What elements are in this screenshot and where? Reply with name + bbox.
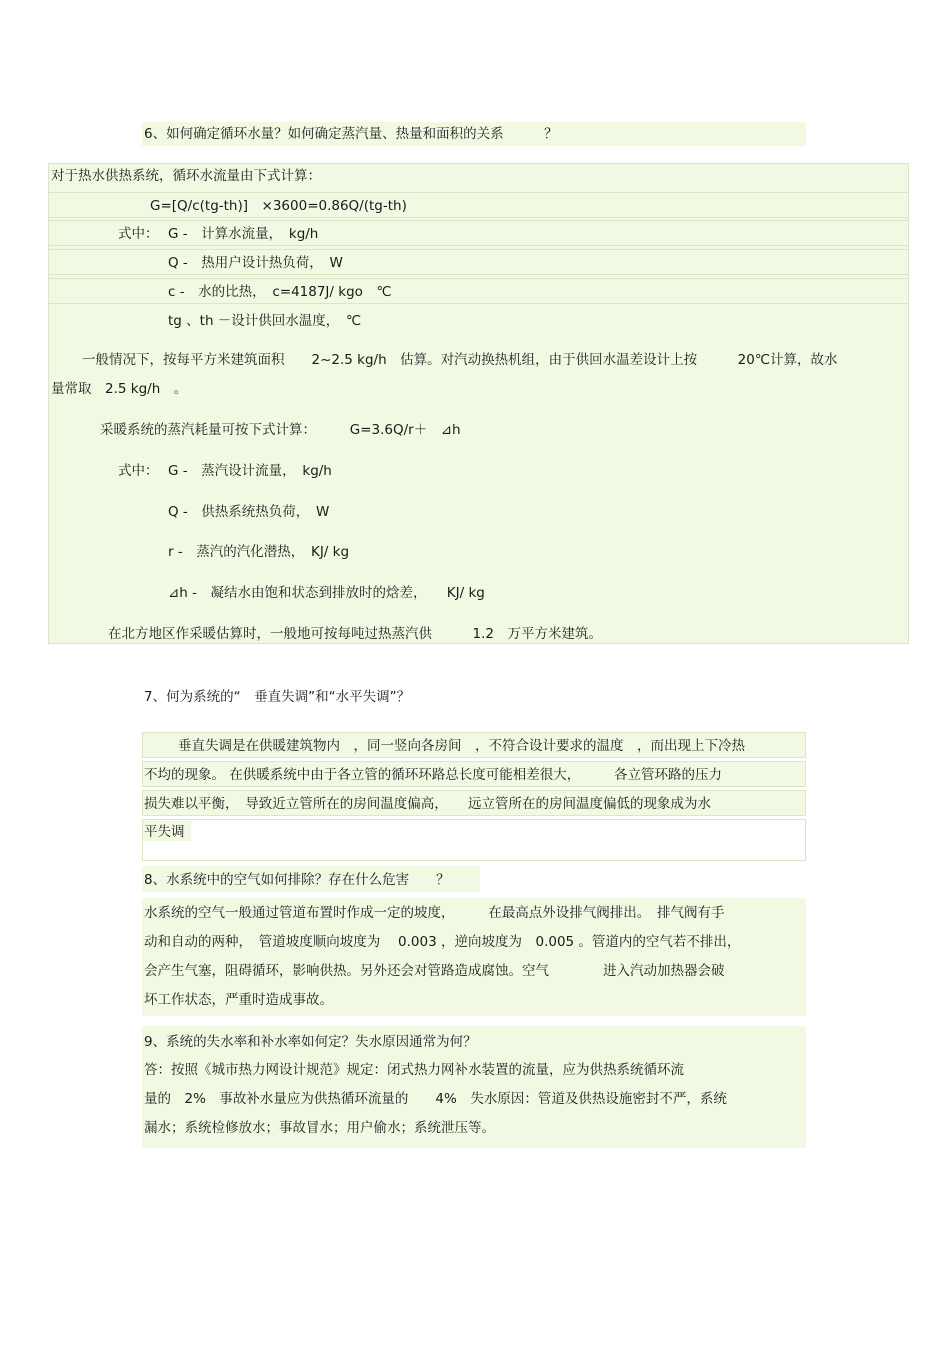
q7-line2: 不均的现象。 在供暖系统中由于各立管的循环环路总长度可能相差很大， 各立管环路的压力 — [144, 767, 723, 783]
q6-steam-def-r: r - 蒸汽的汽化潜热， KJ/ kg — [168, 544, 350, 560]
q9-line2: 量的 2% 事故补水量应为供热循环流量的 4% 失水原因：管道及供热设施密封不严，系统 — [144, 1091, 727, 1107]
q6-general-line2: 量常取 2.5 kg/h 。 — [51, 381, 188, 397]
q6-formula: G=[Q/c(tg-th)] ×3600=0.86Q/(tg-th) — [150, 198, 407, 214]
q6-steam-def-g: G - 蒸汽设计流量， kg/h — [168, 463, 332, 479]
q6-steam-def-q: Q - 供热系统热负荷， W — [168, 504, 330, 520]
q6-where-label: 式中： — [118, 226, 159, 242]
q6-def-t: tg 、th －设计供回水温度， ℃ — [168, 313, 362, 329]
q6-def-c: c - 水的比热， c=4187J/ kgo ℃ — [168, 284, 392, 300]
q8-line4: 坏工作状态，严重时造成事故。 — [144, 992, 333, 1008]
q6-def-q: Q - 热用户设计热负荷， W — [168, 255, 343, 271]
q9-line1: 答：按照《城市热力网设计规范》规定：闭式热力网补水装置的流量，应为供热系统循环流 — [144, 1062, 684, 1078]
q7-title: 7、何为系统的“ 垂直失调”和“水平失调”？ — [144, 689, 411, 705]
q7-line1: 垂直失调是在供暖建筑物内 ，同一竖向各房间 ，不符合设计要求的温度 ，而出现上下冷热 — [178, 738, 745, 754]
q7-line4-box — [142, 819, 806, 861]
q6-steam-def-h: ⊿h - 凝结水由饱和状态到排放时的焓差， KJ/ kg — [168, 585, 485, 601]
q8-line1: 水系统的空气一般通过管道布置时作成一定的坡度， 在最高点外设排气阀排出。 排气阀有手 — [144, 905, 725, 921]
q6-north: 在北方地区作采暖估算时，一般地可按每吨过热蒸汽供 1.2 万平方米建筑。 — [108, 626, 602, 642]
q7-line4: 平失调 — [144, 824, 185, 840]
q8-line3: 会产生气塞，阻碍循环，影响供热。另外还会对管路造成腐蚀。空气 进入汽动加热器会破 — [144, 963, 725, 979]
q6-def-g: G - 计算水流量， kg/h — [168, 226, 319, 242]
q6-steam-formula: 采暖系统的蒸汽耗量可按下式计算： G=3.6Q/r＋ ⊿h — [100, 422, 461, 438]
q7-line3: 损失难以平衡， 导致近立管所在的房间温度偏高， 远立管所在的房间温度偏低的现象成为水 — [144, 796, 711, 812]
q8-line2: 动和自动的两种， 管道坡度顺向坡度为 0.003 ，逆向坡度为 0.005 。管道内的空气若不排出， — [144, 934, 741, 950]
q9-line3: 漏水；系统检修放水；事故冒水；用户偷水；系统泄压等。 — [144, 1120, 495, 1136]
q6-general-line1: 一般情况下，按每平方米建筑面积 2~2.5 kg/h 估算。对汽动换热机组，由于供回水温差设计上按 20℃计算，故水 — [82, 352, 838, 368]
q6-title: 6、如何确定循环水量？如何确定蒸汽量、热量和面积的关系 ？ — [144, 126, 558, 142]
q8-title: 8、水系统中的空气如何排除？存在什么危害 ？ — [144, 872, 450, 888]
q9-title: 9、系统的失水率和补水率如何定？失水原因通常为何？ — [144, 1034, 477, 1050]
q6-steam-where-label: 式中： — [118, 463, 159, 479]
q6-intro: 对于热水供热系统，循环水流量由下式计算： — [51, 168, 321, 184]
